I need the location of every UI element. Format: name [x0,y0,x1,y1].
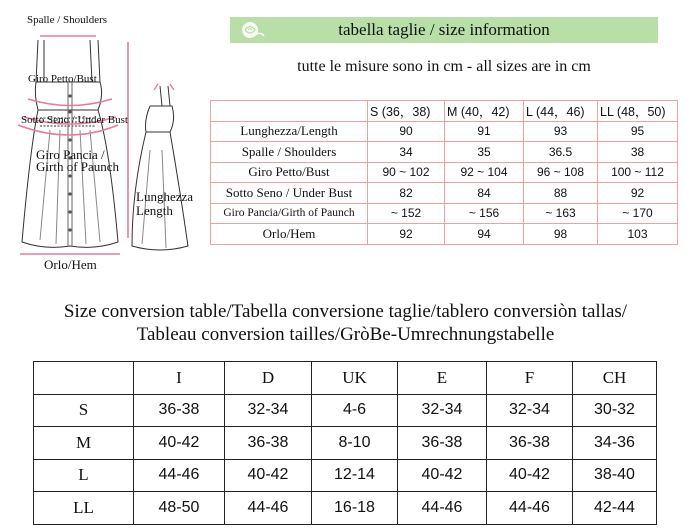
table-cell: 36-38 [398,427,487,460]
table-cell: 4-6 [312,394,398,427]
table-cell: 96 ~ 108 [524,162,598,183]
hem-label: Orlo/Hem [44,257,97,272]
table-cell: 98 [524,224,598,245]
table-cell: 40-42 [487,459,573,492]
size-table-header-row [211,101,678,122]
row-label: Giro Pancia/Girth of Paunch [211,203,368,224]
table-cell: 34-36 [573,427,657,460]
size-label: LL [34,492,134,525]
table-cell: 16-18 [312,492,398,525]
table-cell: ~ 163 [524,203,598,224]
dress-measurement-diagram [0,0,215,280]
row-label: Spalle / Shoulders [211,142,368,163]
table-cell: 36.5 [524,142,598,163]
table-cell: ~ 152 [368,203,445,224]
table-cell: 84 [445,183,524,204]
table-cell: 44-46 [398,492,487,525]
table-cell: 40-42 [134,427,225,460]
conversion-title-line1: Size conversion table/Tabella conversione taglie/tablero conversiòn tallas/ [63,301,628,322]
paunch-label-line2: Girth of Paunch [36,159,120,174]
size-col-l: L (44，46) [524,101,598,122]
table-cell: 32-34 [225,394,312,427]
conversion-header-row [34,362,657,395]
table-cell: 8-10 [312,427,398,460]
shoulders-label: Spalle / Shoulders [27,14,108,26]
table-cell: 95 [598,121,678,142]
size-col-ll: LL (48，50) [598,101,678,122]
units-note: tutte le misure sono in cm - all sizes are in cm [297,58,591,75]
table-cell: 93 [524,121,598,142]
table-cell: 40-42 [398,459,487,492]
table-cell: 92 [598,183,678,204]
table-cell: 90 [368,121,445,142]
banner-title: tabella taglie / size information [338,20,550,39]
length-label-line1: Lunghezza [136,189,194,204]
size-table-corner [211,101,368,122]
table-cell: 36-38 [134,394,225,427]
size-info-banner [230,17,658,43]
table-row [211,224,678,245]
table-cell: 44-46 [487,492,573,525]
table-row [211,203,678,224]
table-row [211,183,678,204]
table-row [34,427,657,460]
country-header-i: I [134,362,225,395]
size-label: M [34,427,134,460]
table-row [34,459,657,492]
size-label: S [34,394,134,427]
table-cell: 44-46 [134,459,225,492]
row-label: Giro Petto/Bust [211,162,368,183]
table-cell: 103 [598,224,678,245]
conversion-title-line2: Tableau conversion tailles/GròBe-Umrechnungstabelle [136,324,555,345]
country-header-uk: UK [312,362,398,395]
conversion-title [10,300,681,346]
conversion-corner [34,362,134,395]
table-cell: 32-34 [398,394,487,427]
table-cell: 42-44 [573,492,657,525]
size-label: L [34,459,134,492]
under-bust-label: Sotto Seno / Under Bust [21,114,128,126]
size-info-table [210,100,678,245]
dress-illustration [0,0,215,280]
table-row [34,492,657,525]
table-row [211,162,678,183]
table-cell: 90 ~ 102 [368,162,445,183]
table-cell: 36-38 [487,427,573,460]
table-cell: 100 ~ 112 [598,162,678,183]
table-row [34,394,657,427]
size-col-s: S (36，38) [368,101,445,122]
row-label: Sotto Seno / Under Bust [211,183,368,204]
size-conversion-table [33,361,657,525]
size-col-m: M (40，42) [445,101,524,122]
table-cell: ~ 156 [445,203,524,224]
table-cell: 82 [368,183,445,204]
country-header-e: E [398,362,487,395]
table-cell: 92 ~ 104 [445,162,524,183]
table-cell: 34 [368,142,445,163]
country-header-ch: CH [573,362,657,395]
table-cell: 12-14 [312,459,398,492]
bust-label: Giro Petto/Bust [28,73,97,85]
table-cell: 36-38 [225,427,312,460]
table-cell: 88 [524,183,598,204]
table-row [211,142,678,163]
table-cell: 48-50 [134,492,225,525]
country-header-d: D [225,362,312,395]
table-cell: ~ 170 [598,203,678,224]
paunch-label-line1: Giro Pancia / [36,147,105,162]
table-cell: 38-40 [573,459,657,492]
table-cell: 35 [445,142,524,163]
table-row [211,121,678,142]
table-cell: 91 [445,121,524,142]
length-label-line2: Length [136,203,173,218]
table-cell: 92 [368,224,445,245]
table-cell: 32-34 [487,394,573,427]
row-label: Lunghezza/Length [211,121,368,142]
table-cell: 30-32 [573,394,657,427]
table-cell: 94 [445,224,524,245]
table-cell: 38 [598,142,678,163]
country-header-f: F [487,362,573,395]
table-cell: 44-46 [225,492,312,525]
table-cell: 40-42 [225,459,312,492]
row-label: Orlo/Hem [211,224,368,245]
